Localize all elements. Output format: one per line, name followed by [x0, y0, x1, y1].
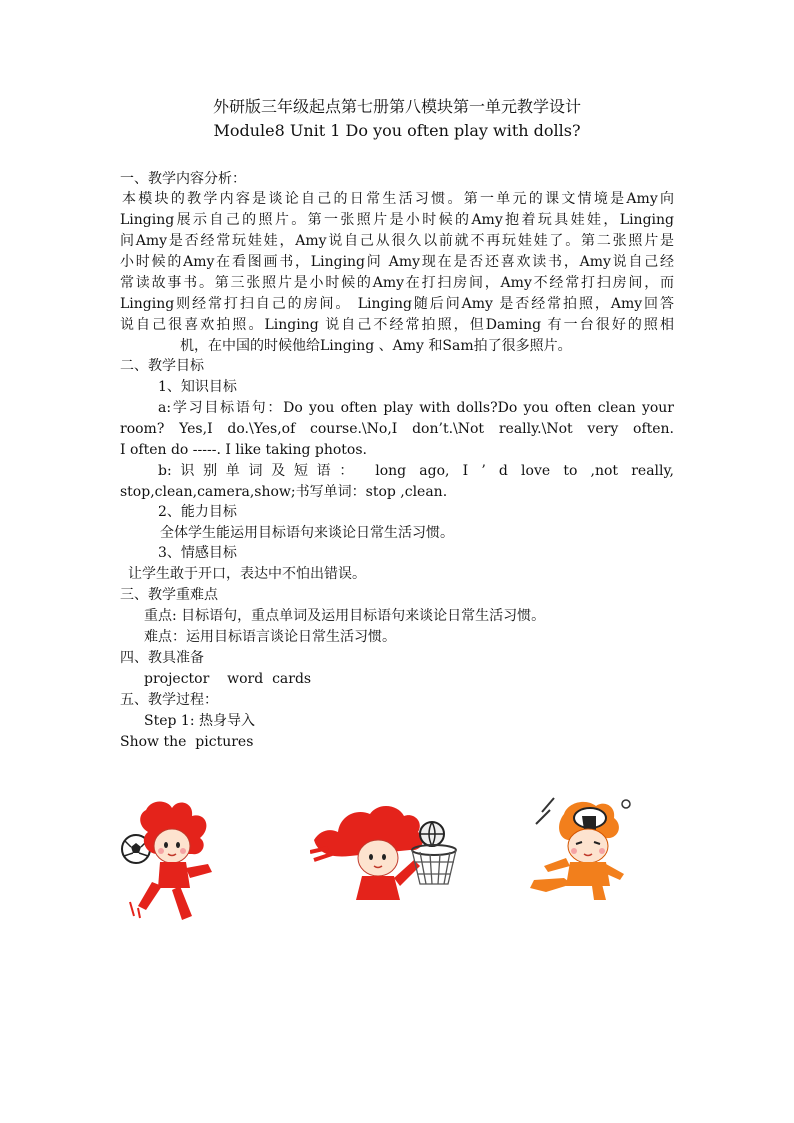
basketball-hoop-icon [412, 845, 456, 884]
knowledge-goal-b-line: stop,clean,camera,show;书写单词：stop ,clean. [120, 484, 448, 500]
key-points-text: 重点: 目标语句，重点单词及运用目标语句来谈论日常生活习惯。 [144, 608, 546, 624]
show-pictures-text: Show the pictures [120, 734, 254, 750]
section-1-line: 本模块的教学内容是谈论自己的日常生活习惯。第一单元的课文情境是Amy向 [122, 191, 674, 207]
step-1-text: Step 1: 热身导入 [144, 713, 255, 729]
knowledge-goal-b-line: b:识别单词及短语： long ago, I ’ d love to ,not really, [158, 463, 674, 479]
knowledge-goal-a-line: a:学习目标语句：Do you often play with dolls?Do you often clean your [158, 400, 674, 416]
section-1-line: 问Amy是否经常玩娃娃，Amy说自己从很久以前就不再玩娃娃了。第二张照片是 [120, 233, 674, 249]
section-4-heading: 四、教具准备 [120, 650, 204, 666]
knowledge-goal-a-line: I often do -----. I like taking photos. [120, 442, 367, 458]
teaching-aids-text: projector word cards [144, 671, 312, 687]
section-1-line: 机，在中国的时候他给Linging 、Amy 和Sam拍了很多照片。 [180, 338, 572, 354]
document-subtitle: Module8 Unit 1 Do you often play with dolls? [213, 121, 581, 140]
ability-goal-heading: 2、能力目标 [158, 504, 237, 520]
section-2-heading: 二、教学目标 [120, 358, 204, 374]
emotion-goal-text: 让学生敢于开口，表达中不怕出错误。 [128, 566, 366, 582]
ability-goal-text: 全体学生能运用目标语句来谈论日常生活习惯。 [160, 525, 454, 541]
section-1-line: 说自己很喜欢拍照。Linging 说自己不经常拍照，但Daming 有一台很好的照相 [120, 317, 674, 333]
mascot-soccer-image [116, 798, 222, 924]
document-title: 外研版三年级起点第七册第八模块第一单元教学设计 [212, 97, 581, 116]
emotion-goal-heading: 3、情感目标 [158, 545, 237, 561]
section-1-line: Linging则经常打扫自己的房间。 Linging随后问Amy 是否经常拍照，Amy回答 [120, 296, 674, 312]
section-3-heading: 三、教学重难点 [120, 587, 218, 603]
knowledge-goal-a-line: room? Yes,I do.\Yes,of course.\No,I don’t.\Not really.\Not very often. [120, 421, 674, 437]
knowledge-goal-heading: 1、知识目标 [158, 379, 237, 395]
section-1-line: 常读故事书。第三张照片是小时候的Amy在打扫房间，Amy不经常打扫房间，而 [120, 275, 674, 291]
mascot-orange-image [524, 796, 636, 900]
section-1-line: Linging展示自己的照片。第一张照片是小时候的Amy抱着玩具娃娃，Linging [120, 212, 674, 228]
basketball-icon [420, 822, 444, 846]
section-1-heading: 一、教学内容分析： [120, 171, 246, 187]
section-1-line: 小时候的Amy在看图画书，Linging问 Amy现在是否还喜欢读书，Amy说自己经 [120, 254, 674, 270]
difficult-points-text: 难点：运用目标语言谈论日常生活习惯。 [144, 629, 396, 645]
mascot-basketball-image [310, 800, 462, 910]
section-5-heading: 五、教学过程： [120, 692, 218, 708]
